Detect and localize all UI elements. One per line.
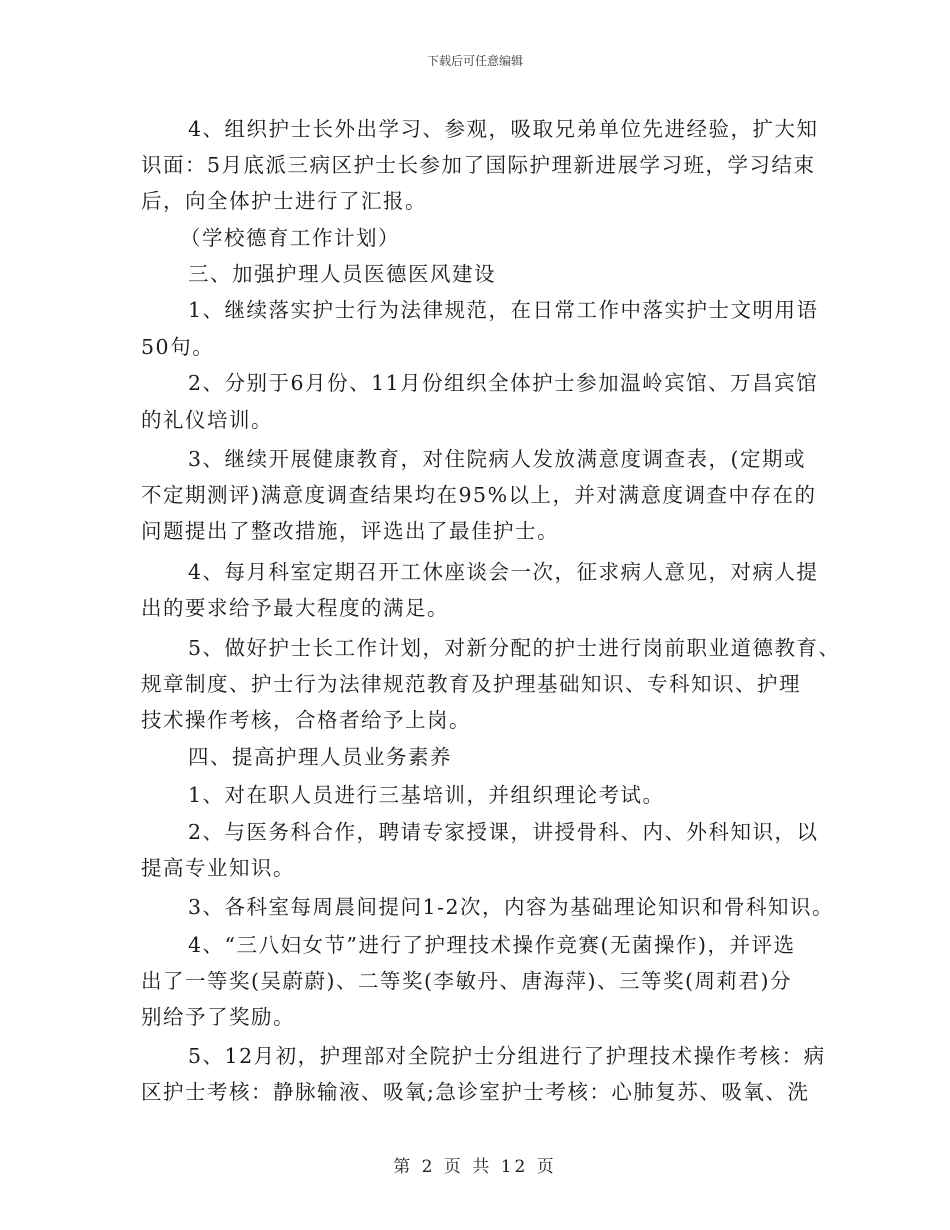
text-line: 别给予了奖励。 [141,1005,295,1029]
page-number: 第 2 页 共 12 页 [393,1157,557,1177]
text-line: 区护士考核：静脉输液、吸氧;急诊室护士考核：心肺复苏、吸氧、洗 [141,1080,810,1104]
header-note: 下载后可任意编辑 [426,54,523,68]
text-line: 出的要求给予最大程度的满足。 [141,596,449,620]
text-line: 4、每月科室定期召开工休座谈会一次，征求病人意见，对病人提 [188,560,819,584]
text-line: （学校德育工作计划） [180,226,400,250]
text-line: 提高专业知识。 [141,856,295,880]
text-line: 问题提出了整改措施，评选出了最佳护士。 [141,519,559,543]
text-line: 4、“三八妇女节”进行了护理技术操作竞赛(无菌操作)，并评选 [188,933,796,957]
text-line: 识面：5月底派三病区护士长参加了国际护理新进展学习班，学习结束 [141,153,816,177]
text-line: 5、12月初，护理部对全院护士分组进行了护理技术操作考核：病 [188,1044,826,1068]
text-line: 出了一等奖(吴蔚蔚)、二等奖(李敏丹、唐海萍)、三等奖(周莉君)分 [141,969,792,993]
text-line: 不定期测评)满意度调查结果均在95%以上，并对满意度调查中存在的 [141,483,817,507]
text-line: 4、组织护士长外出学习、参观，吸取兄弟单位先进经验，扩大知 [188,117,819,141]
text-line: 2、分别于6月份、11月份组织全体护士参加温岭宾馆、万昌宾馆 [188,371,819,395]
text-line: 后，向全体护士进行了汇报。 [141,189,427,213]
text-line: 技术操作考核，合格者给予上岗。 [141,708,471,732]
text-line: 2、与医务科合作，聘请专家授课，讲授骨科、内、外科知识，以 [188,820,819,844]
text-line: 3、各科室每周晨间提问1-2次，内容为基础理论知识和骨科知识。 [188,895,835,919]
text-line: 5、做好护士长工作计划，对新分配的护士进行岗前职业道德教育、 [188,636,841,660]
section-heading: 四、提高护理人员业务素养 [188,745,452,769]
text-line: 规章制度、护士行为法律规范教育及护理基础知识、专科知识、护理 [141,672,801,696]
text-line: 1、对在职人员进行三基培训，并组织理论考试。 [188,783,665,807]
text-line: 50句。 [141,335,215,359]
text-line: 1、继续落实护士行为法律规范，在日常工作中落实护士文明用语 [188,298,819,322]
section-heading: 三、加强护理人员医德医风建设 [188,262,496,286]
text-line: 的礼仪培训。 [141,408,273,432]
text-line: 3、继续开展健康教育，对住院病人发放满意度调查表，(定期或 [188,447,807,471]
